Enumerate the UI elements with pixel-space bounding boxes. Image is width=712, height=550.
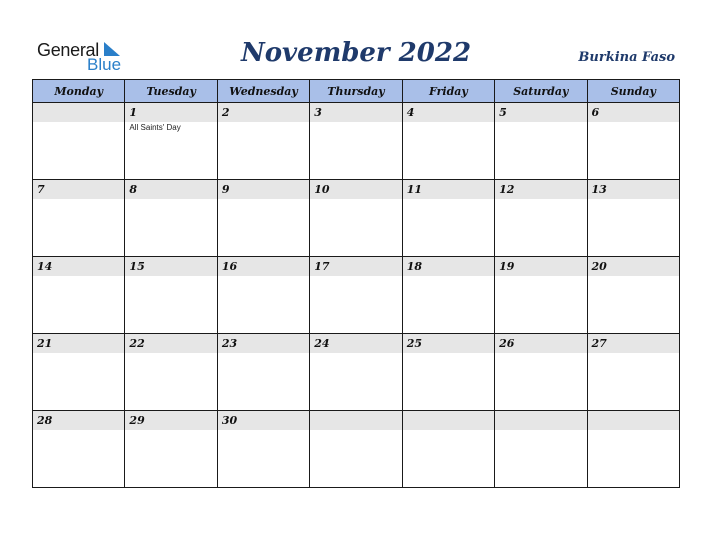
weekday-header: Tuesday <box>125 80 217 103</box>
day-cell <box>495 411 587 488</box>
weekday-header: Saturday <box>495 80 587 103</box>
day-cell <box>310 103 402 180</box>
day-cell <box>125 103 217 180</box>
day-number: 19 <box>495 257 586 276</box>
logo-text-general: General <box>37 40 99 60</box>
day-cell <box>217 257 309 334</box>
day-cell <box>217 411 309 488</box>
weekday-header: Thursday <box>310 80 402 103</box>
day-number: 11 <box>403 180 494 199</box>
day-number: 17 <box>310 257 401 276</box>
day-cell <box>217 334 309 411</box>
day-cell <box>402 180 494 257</box>
day-number: 30 <box>218 411 309 430</box>
day-cell <box>587 180 679 257</box>
day-number <box>403 411 494 430</box>
day-cell <box>587 334 679 411</box>
logo-text-blue: Blue <box>87 55 122 74</box>
day-number: 29 <box>125 411 216 430</box>
day-number <box>310 411 401 430</box>
holiday-label: All Saints' Day <box>129 123 181 132</box>
day-cell <box>33 180 125 257</box>
day-number: 1 <box>125 103 216 122</box>
day-cell <box>33 334 125 411</box>
day-number: 28 <box>33 411 124 430</box>
day-cell <box>125 334 217 411</box>
month-calendar <box>32 79 680 488</box>
day-number: 21 <box>33 334 124 353</box>
day-number: 4 <box>403 103 494 122</box>
weekday-header: Wednesday <box>217 80 309 103</box>
weekday-header: Sunday <box>587 80 679 103</box>
day-number: 22 <box>125 334 216 353</box>
day-number: 15 <box>125 257 216 276</box>
day-number: 18 <box>403 257 494 276</box>
day-cell <box>310 334 402 411</box>
week-row <box>33 411 680 488</box>
day-number <box>33 103 124 122</box>
week-row <box>33 334 680 411</box>
day-number: 13 <box>588 180 679 199</box>
day-cell <box>33 103 125 180</box>
day-cell <box>402 334 494 411</box>
day-number: 5 <box>495 103 586 122</box>
weekday-header-row <box>33 80 680 103</box>
day-cell <box>125 411 217 488</box>
day-cell <box>125 180 217 257</box>
day-number: 6 <box>588 103 679 122</box>
day-cell <box>495 180 587 257</box>
week-row <box>33 103 680 180</box>
weekday-header: Monday <box>33 80 125 103</box>
day-cell <box>587 411 679 488</box>
day-cell <box>402 103 494 180</box>
day-cell <box>402 411 494 488</box>
day-cell <box>310 411 402 488</box>
day-cell <box>125 257 217 334</box>
day-number: 24 <box>310 334 401 353</box>
day-number: 3 <box>310 103 401 122</box>
day-cell <box>217 180 309 257</box>
day-cell <box>33 257 125 334</box>
day-cell <box>217 103 309 180</box>
day-number: 16 <box>218 257 309 276</box>
day-cell <box>495 103 587 180</box>
country-name: Burkina Faso <box>578 50 675 65</box>
day-number: 12 <box>495 180 586 199</box>
day-number: 25 <box>403 334 494 353</box>
day-number: 20 <box>588 257 679 276</box>
day-number: 23 <box>218 334 309 353</box>
day-number: 14 <box>33 257 124 276</box>
day-cell <box>310 180 402 257</box>
week-row <box>33 257 680 334</box>
day-number <box>495 411 586 430</box>
day-cell <box>587 257 679 334</box>
day-cell <box>402 257 494 334</box>
week-row <box>33 180 680 257</box>
day-number: 27 <box>588 334 679 353</box>
calendar-title: November 2022 <box>240 38 472 68</box>
day-cell <box>310 257 402 334</box>
day-number: 2 <box>218 103 309 122</box>
day-number <box>588 411 679 430</box>
day-number: 8 <box>125 180 216 199</box>
day-cell <box>33 411 125 488</box>
day-cell <box>495 334 587 411</box>
day-number: 26 <box>495 334 586 353</box>
day-number: 7 <box>33 180 124 199</box>
day-number: 9 <box>218 180 309 199</box>
day-cell <box>587 103 679 180</box>
day-number: 10 <box>310 180 401 199</box>
day-cell <box>495 257 587 334</box>
weekday-header: Friday <box>402 80 494 103</box>
